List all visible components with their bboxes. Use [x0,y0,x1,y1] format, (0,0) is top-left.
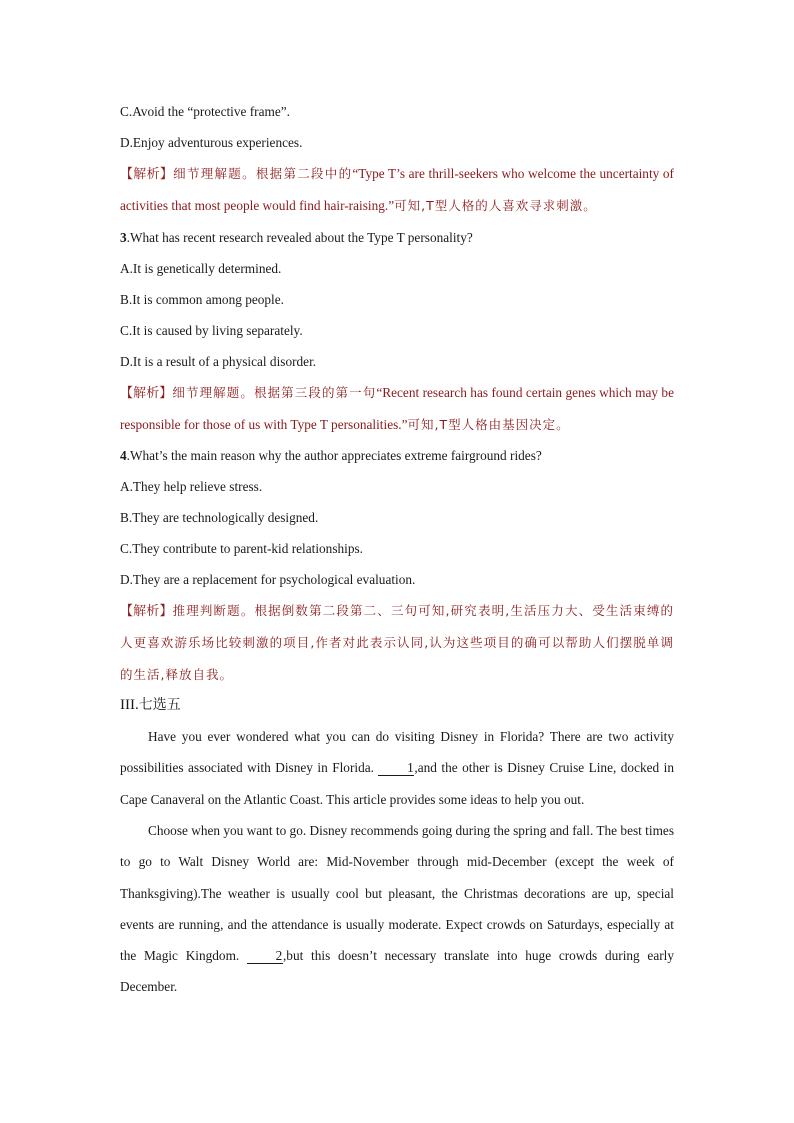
analysis-tag: 【解析】 [120,604,173,620]
q2-option-c: C.Avoid the “protective frame”. [120,104,290,119]
analysis-tag: 【解析】 [120,385,173,401]
document-page [120,96,674,1003]
section-title: 七选五 [138,697,181,714]
question-number: 4 [120,448,127,464]
q4-option-b: B.They are technologically designed. [120,510,319,526]
q4-option-c: C.They contribute to parent-kid relationships. [120,541,363,557]
passage-paragraph-2 [120,815,674,1003]
question-text: .What has recent research revealed about the Type T personality? [126,229,473,245]
question-number: 3 [120,229,127,245]
q2-option-d: D.Enjoy adventurous experiences. [120,135,303,150]
paragraph-text: ,and the other is Disney Cruise Line, docked in Cape Canaveral on the Atlantic Coast. This article provides some ideas to help you out. [120,760,674,807]
blank-1: 1 [378,761,414,776]
q3-stem [120,222,674,253]
q4-analysis [120,595,674,690]
q3-option-b: B.It is common among people. [120,291,284,307]
blank-2: 2 [247,949,283,964]
analysis-lead: 细节理解题。根据第三段的第一句 [172,384,377,400]
analysis-tag: 【解析】 [120,167,174,182]
analysis-tail: 可知,T型人格的人喜欢寻求刺激。 [394,198,597,214]
q3-analysis [120,377,674,441]
paragraph-text: Choose when you want to go. Disney recommends going during the spring and fall. The best times to go to Walt Disney World are: Mid-November through mid-December (except the week of Thanksgiving).The weather is usually cool but pleasant, the Christmas decorations are up, special events are running, and the attendance is usually moderate. Expect crowds on Saturdays, especially at the Magic Kingdom. [120,822,674,964]
q4-option-d: D.They are a replacement for psychological evaluation. [120,572,416,588]
analysis-quote: “Type T’s are thrill-seekers who welcome the uncertainty of activities that most people would find hair-raising.” [120,166,674,214]
passage-paragraph-1 [120,721,674,815]
q2-analysis [120,158,674,222]
analysis-text: 推理判断题。根据倒数第二段第二、三句可知,研究表明,生活压力大、受生活束缚的人更喜欢游乐场比较刺激的项目,作者对此表示认同,认为这些项目的确可以帮助人们摆脱单调的生活,释放自我。 [120,603,674,682]
section-heading [120,690,674,721]
paragraph-text: Have you ever wondered what you can do visiting Disney in Florida? There are two activity possibilities associated with Disney in Florida. [120,729,674,776]
analysis-quote: “Recent research has found certain genes which may be responsible for those of us with Type T personalities.” [120,384,674,432]
q3-option-d: D.It is a result of a physical disorder. [120,353,317,369]
q3-option-c: C.It is caused by living separately. [120,322,303,338]
question-text: .What’s the main reason why the author appreciates extreme fairground rides? [126,448,542,464]
paragraph-text: ,but this doesn’t necessary translate into huge crowds during early December. [120,948,674,995]
section-numeral: III. [120,697,139,714]
q4-stem [120,440,674,471]
analysis-tail: 可知,T型人格由基因决定。 [407,416,570,432]
q4-option-a: A.They help relieve stress. [120,479,263,495]
q3-option-a: A.It is genetically determined. [120,260,282,276]
analysis-lead: 细节理解题。根据第二段中的 [173,166,353,181]
